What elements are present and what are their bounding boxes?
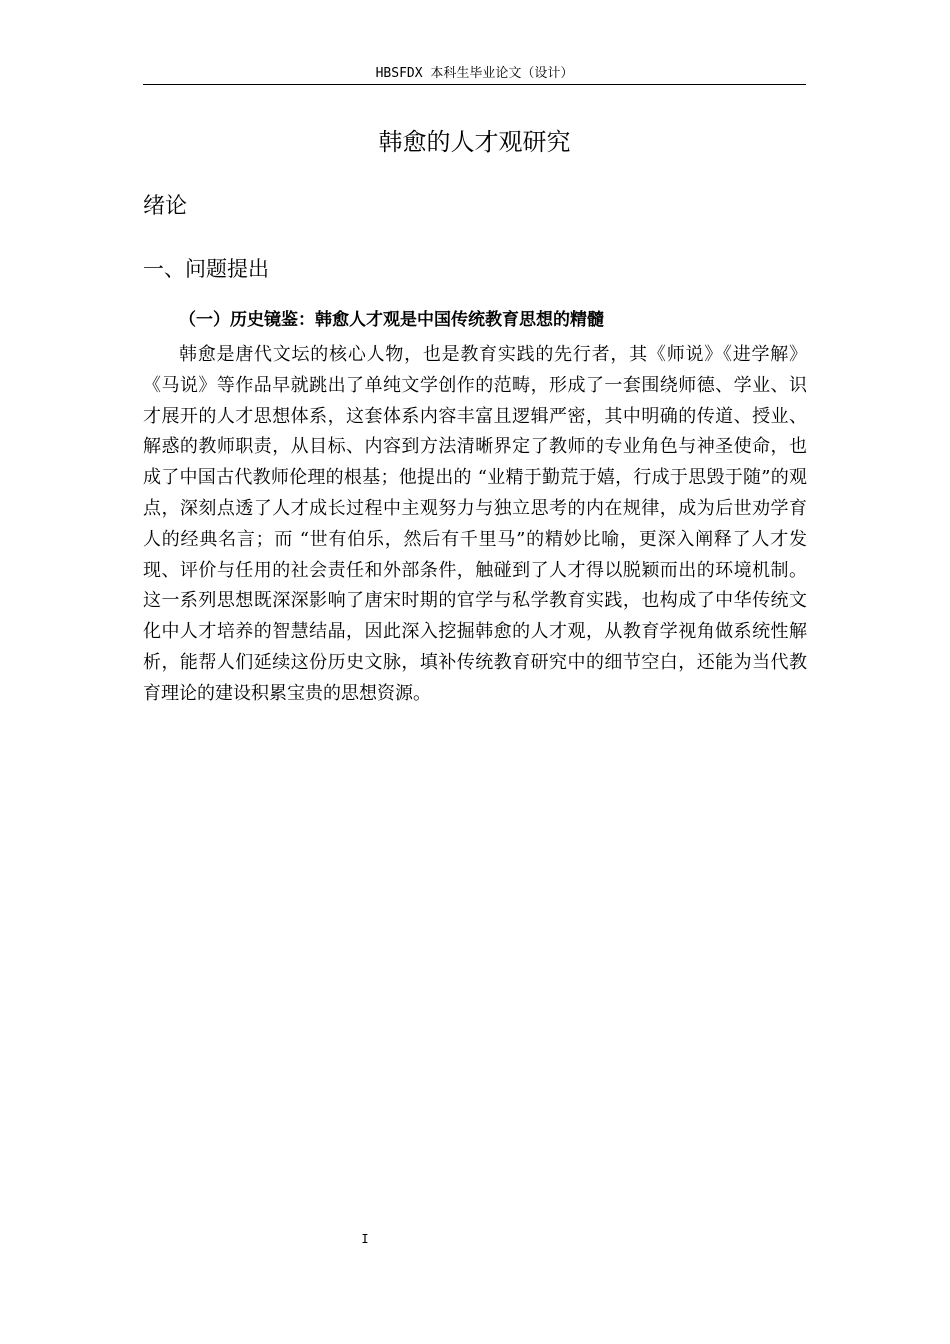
intro-heading: 绪论 <box>143 194 188 219</box>
body-paragraph: 韩愈是唐代文坛的核心人物，也是教育实践的先行者，其《师说》《进学解》《马说》等作品早就跳出了单纯文学创作的范畴，形成了一套围绕师德、学业、识才展开的人才思想体系，这套体系内容丰富且逻辑严密，其中明确的传道、授业、解惑的教师职责，从目标、内容到方法清晰界定了教师的专业角色与神圣使命，也成了中国古代教师伦理的根基；他提出的 “业精于勤荒于嬉，行成于思毁于随”的观点，深刻点透了人才成长过程中主观努力与独立思考的内在规律，成为后世劝学育人的经典名言；而 “世有伯乐，然后有千里马”的精妙比喻，更深入阐释了人才发现、评价与任用的社会责任和外部条件，触碰到了人才得以脱颖而出的环境机制。这一系列思想既深深影响了唐宋时期的官学与私学教育实践，也构成了中华传统文化中人才培养的智慧结晶，因此深入挖掘韩愈的人才观，从教育学视角做系统性解析，能帮人们延续这份历史文脉，填补传统教育研究中的细节空白，还能为当代教育理论的建设积累宝贵的思想资源。 <box>143 344 807 704</box>
document-title: 韩愈的人才观研究 <box>378 128 571 156</box>
section-heading: 一、问题提出 <box>143 257 269 281</box>
subsection-heading: （一）历史镜鉴：韩愈人才观是中国传统教育思想的精髓 <box>179 310 604 330</box>
page-number: I <box>361 1232 369 1246</box>
page-header: HBSFDX 本科生毕业论文（设计） <box>143 64 806 85</box>
